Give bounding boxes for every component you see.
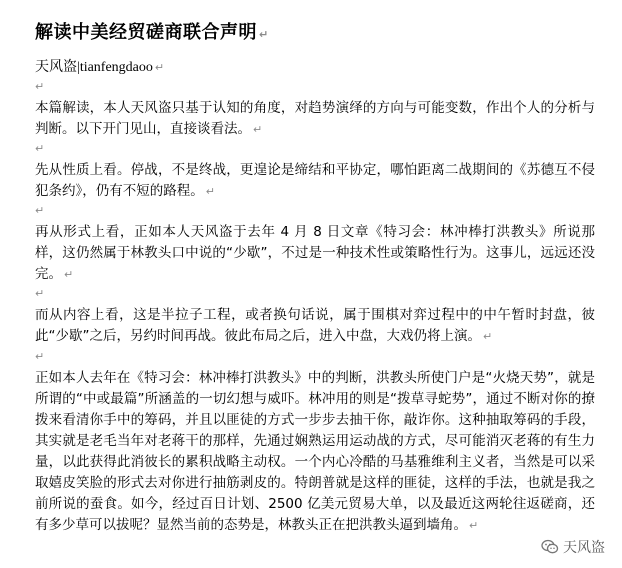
author-line xyxy=(35,56,164,76)
paragraph-form xyxy=(35,222,595,285)
document-title xyxy=(35,18,269,44)
document-title-text: 解读中美经贸磋商联合声明 xyxy=(35,22,257,43)
empty-paragraph xyxy=(35,204,44,217)
watermark-text: 天风盗 xyxy=(563,540,605,556)
paragraph-text: 再从形式上看，正如本人天风盗于去年 4 月 8 日文章《特习会：林冲棒打洪教头》所说那样，这仍然属于林教头口中说的“少歇”，不过是一种技术性或策略性行为。这事儿，远远还没完。 xyxy=(35,224,595,282)
paragraph-mark: ↵ xyxy=(35,287,45,300)
paragraph-text: 而从内容上看，这是半拉子工程，或者换句话说，属于围棋对弈过程中的中午暂时封盘，彼此“少歇”之后，另约时间再战。彼此布局之后，进入中盘，大戏仍将上演。 xyxy=(35,307,595,344)
empty-paragraph xyxy=(35,80,44,93)
wechat-watermark xyxy=(538,536,608,558)
paragraph-mark: ↵ xyxy=(205,185,215,198)
paragraph-mark: ↵ xyxy=(35,204,45,217)
paragraph-intro xyxy=(35,98,595,140)
paragraph-mark: ↵ xyxy=(253,123,263,136)
paragraph-mark: ↵ xyxy=(35,350,45,363)
author-handle: tianfengdaoo xyxy=(79,60,153,75)
empty-paragraph xyxy=(35,287,44,300)
paragraph-mark: ↵ xyxy=(154,61,165,74)
empty-paragraph xyxy=(35,350,44,363)
paragraph-mark: ↵ xyxy=(64,268,74,281)
paragraph-mark: ↵ xyxy=(259,28,269,41)
paragraph-text: 先从性质上看。停战，不是终战，更遑论是缔结和平协定，哪怕距离二战期间的《苏德互不侵犯条约》，仍有不短的路程。 xyxy=(35,162,595,199)
empty-paragraph xyxy=(35,142,44,155)
author-name: 天风盗 xyxy=(35,59,77,75)
paragraph-nature xyxy=(35,160,595,202)
wechat-icon xyxy=(541,539,559,555)
paragraph-analysis xyxy=(35,368,595,536)
paragraph-mark: ↵ xyxy=(483,330,493,343)
author-separator: | xyxy=(77,60,80,75)
paragraph-mark: ↵ xyxy=(469,519,479,532)
paragraph-content xyxy=(35,305,595,347)
paragraph-text: 正如本人去年在《特习会：林冲棒打洪教头》中的判断，洪教头所使门户是“火烧天势”，就是所谓的“中或最篇”所涵盖的一切幻想与威吓。林冲用的则是“拨草寻蛇势”，通过不断对你的撩拨来看清你手中的筹码，并且以匪徒的方式一步步去抽干你，敲诈你。这种抽取筹码的手段，其实就是老毛当年对老蒋干的那样，先通过娴熟运用运动战的方式，尽可能消灭老蒋的有生力量，以此获得此消彼长的累积战略主动权。一个内心冷酷的马基雅维利主义者，当然是可以采取嬉皮笑脸的形式去对你进行抽筋剥皮的。特朗普就是这样的匪徒，这样的手法，也就是我之前所说的蚕食。如今，经过百日计划、2500 亿美元贸易大单，以及最近这两轮往返磋商，还有多少草可以拔呢？显然当前的态势是，林教头正在把洪教头逼到墙角。 xyxy=(35,370,595,533)
paragraph-mark: ↵ xyxy=(35,80,45,93)
paragraph-text: 本篇解读，本人天风盗只基于认知的角度，对趋势演绎的方向与可能变数，作出个人的分析与判断。以下开门见山，直接谈看法。 xyxy=(35,100,595,137)
paragraph-mark: ↵ xyxy=(35,142,45,155)
